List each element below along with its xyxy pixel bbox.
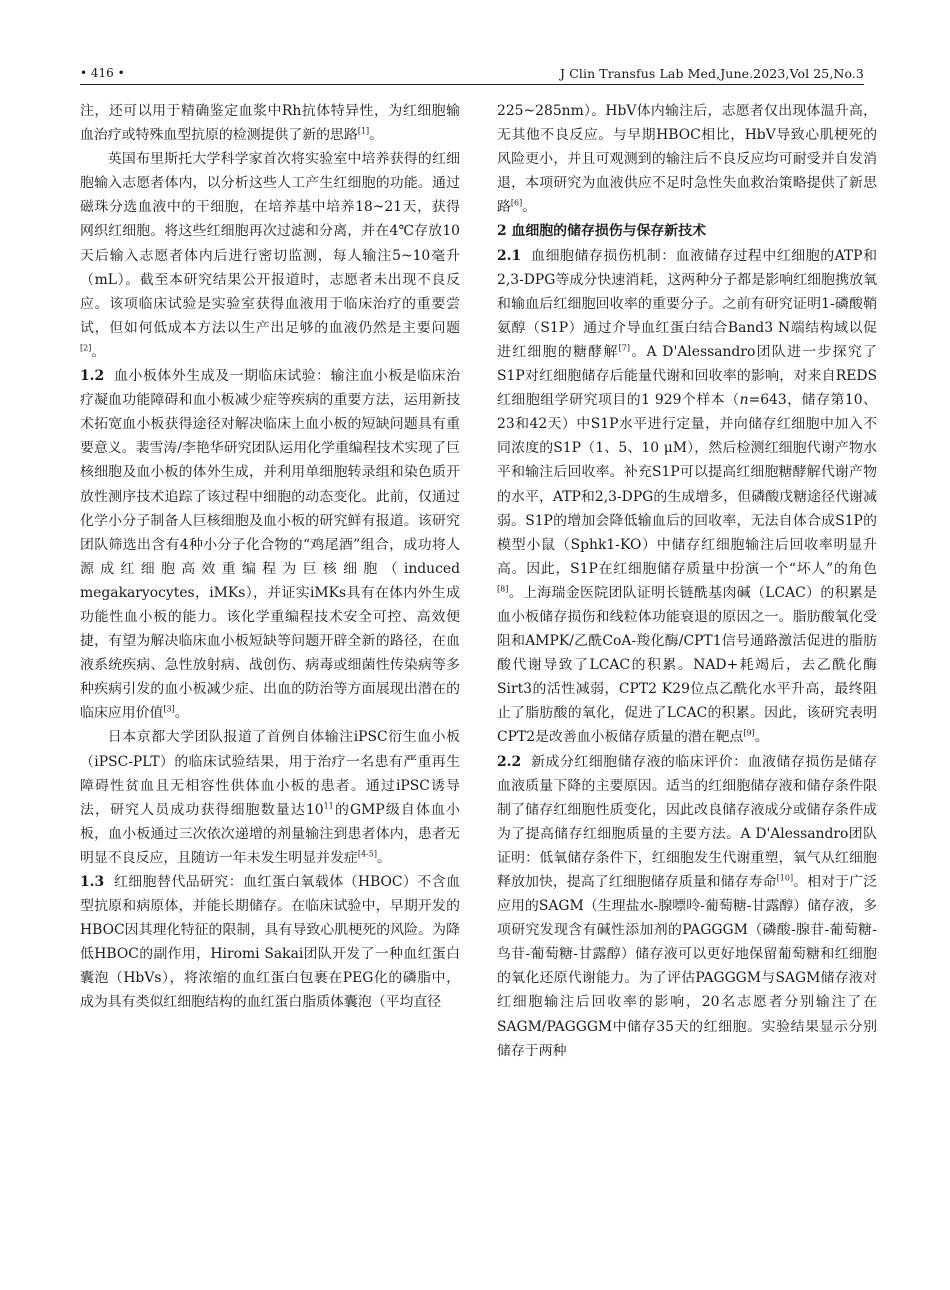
paragraph: 注，还可以用于精确鉴定血浆中Rh抗体特异性，为红细胞输血治疗或特殊血型抗原的检测提供了新的思路[1]。 [80, 103, 460, 144]
paragraph: 英国布里斯托大学科学家首次将实验室中培养获得的红细胞输入志愿者体内，以分析这些人工产生红细胞的功能。通过磁珠分选血液中的干细胞，在培养基中培养18~21天，获得网织红细胞。将这些红细胞再次过滤和分离，并在4℃存放10天后输入志愿者体内后进行密切监测，每人输注5~10毫升（mL）。截至本研究结果公开报道时，志愿者未出现不良反应。该项临床试验是实验室获得血液用于临床治疗的重要尝试，但如何低成本方法以生产出足够的血液仍然是主要问题[2]。 [80, 151, 460, 360]
section-title: 血细胞储存损伤机制： [531, 247, 676, 264]
header-rule [80, 84, 864, 85]
citation: [9] [743, 728, 755, 738]
citation: [4-5] [357, 849, 377, 859]
section-title: 红细胞替代品研究： [113, 874, 244, 890]
section-number: 2.2 [497, 753, 522, 770]
citation: [1] [357, 126, 370, 136]
citation: [3] [163, 704, 175, 714]
citation: [6] [510, 198, 523, 208]
paragraph: 日本京都大学团队报道了首例自体输注iPSC衍生血小板（iPSC-PLT）的临床试验结果，用于治疗一名患有严重再生障碍性贫血且无相容性供体血小板的患者。通过iPSC诱导法，研究人员成功获得细胞数量达10$^{11}$的GMP级自体血小板，血小板通过三次依次递增的剂量输注到患者体内，患者无明显不良反应，且随访一年未发生明显并发症[4-5]。 [80, 729, 460, 866]
section-1-2: 1.2 血小板体外生成及一期临床试验：输注血小板是临床治疗凝血功能障碍和血小板减少症等疾病的重要方法，运用新技术拓宽血小板获得途径对解决临床上血小板的短缺问题具有重要意义。裴雪涛/李艳华研究团队运用化学重编程技术实现了巨核细胞及血小板的体外生成，并利用单细胞转录组和染色质开放性测序技术追踪了该过程中细胞的动态变化。此前，仅通过化学小分子制备人巨核细胞及血小板的研究鲜有报道。该研究团队筛选出含有4种小分子化合物的“鸡尾酒”组合，成功将人源成红细胞高效重编程为巨核细胞（induced megakaryocytes，iMKs），并证实iMKs具有在体内外生成功能性血小板的能力。该化学重编程技术安全可控、高效便捷，有望为解决临床血小板短缺等问题开辟全新的路径，在血液系统疾病、急性放射病、战创伤、病毒或细菌性传染病等多种疾病引发的血小板减少症、出血的防治等方面展现出潜在的临床应用价值[3]。 [80, 368, 460, 722]
section-title: 血小板体外生成及一期临床试验： [114, 368, 331, 385]
section-2-2: 2.2 新成分红细胞储存液的临床评价：血液储存损伤是储存血液质量下降的主要原因。适当的红细胞储存液和储存条件限制了储存红细胞性质变化，因此改良储存液成分或储存条件成为了提高储存红细胞质量的主要方法。A D'Alessandro团队证明：低氧储存条件下，红细胞发生代谢重塑，氧气从红细胞释放加快，提高了红细胞储存质量和储存寿命[10]。相对于广泛应用的SAGM（生理盐水-腺嘌呤-葡萄糖-甘露醇）储存液，多项研究发现含有碱性添加剂的PAGGGM（磷酸-腺苷-葡萄糖-鸟苷-葡萄糖-甘露醇）储存液可以更好地保留葡萄糖和红细胞的氧化还原代谢能力。为了评估PAGGGM与SAGM储存液对红细胞输注后回收率的影响，20名志愿者分别输注了在SAGM/PAGGGM中储存35天的红细胞。实验结果显示分别储存于两种 [497, 753, 877, 1059]
journal-citation: J Clin Transfus Lab Med,June.2023,Vol 25,No.3 [560, 66, 864, 81]
section-title: 新成分红细胞储存液的临床评价： [531, 753, 748, 770]
citation: [2] [80, 343, 92, 353]
citation: [8] [497, 584, 509, 594]
section-number: 2.1 [497, 247, 522, 264]
citation: [10] [776, 873, 794, 883]
section-2-1: 2.1 血细胞储存损伤机制：血液储存过程中红细胞的ATP和2,3-DPG等成分快速消耗，这两种分子都是影响红细胞携放氧和输血后红细胞回收率的重要分子。之前有研究证明1-磷酸鞘氨醇（S1P）通过介导血红蛋白结合Band3 N端结构域以促进红细胞的糖酵解[7]。A D'Alessandro团队进一步探究了S1P对红细胞储存后能量代谢和回收率的影响，对来自REDS红细胞组学研究项目的1 929个样本（n=643，储存第10、23和42天）中S1P水平进行定量，并向储存红细胞中加入不同浓度的S1P（1、5、10 μM），然后检测红细胞代谢产物水平和输注后回收率。补充S1P可以提高红细胞糖酵解代谢产物的水平，ATP和2,3-DPG的生成增多，但磷酸戊糖途径代谢减弱。S1P的增加会降低输血后的回收率，无法自体合成S1P的模型小鼠（Sphk1-KO）中储存红细胞输注后回收率明显升高。因此，S1P在红细胞储存质量中扮演一个“坏人”的角色[8]。上海瑞金医院团队证明长链酰基肉碱（LCAC）的积累是血小板储存损伤和线粒体功能衰退的原因之一。脂肪酸氧化受阻和AMPK/乙酰CoA-羧化酶/CPT1信号通路激活促进的脂肪酸代谢导致了LCAC的积累。NAD+耗竭后，去乙酰化酶Sirt3的活性减弱，CPT2 K29位点乙酰化水平升高，最终阻止了脂肪酸的氧化，促进了LCAC的积累。因此，该研究表明CPT2是改善血小板储存质量的潜在靶点[9]。 [497, 247, 877, 746]
variable-n: n [739, 392, 749, 409]
section-number: 1.3 [80, 874, 105, 890]
right-column [497, 99, 877, 1264]
section-number: 1.2 [80, 368, 105, 385]
section-1-3: 1.3 红细胞替代品研究：血红蛋白氧载体（HBOC）不含血型抗原和病原体，并能长期储存。在临床试验中，早期开发的HBOC因其理化特征的限制，具有导致心肌梗死的风险。为降低HBOC的副作用，Hiromi Sakai团队开发了一种血红蛋白囊泡（HbVs），将浓缩的血红蛋白包裹在PEG化的磷脂中，成为具有类似红细胞结构的血红蛋白脂质体囊泡（平均直径 [80, 874, 460, 1011]
left-column [80, 99, 460, 1264]
superscript: 11 [323, 801, 334, 811]
section-2-heading: 2 血细胞的储存损伤与保存新技术 [497, 223, 706, 240]
citation: [7] [618, 343, 631, 353]
paragraph: 225~285nm）。HbV体内输注后，志愿者仅出现体温升高，无其他不良反应。与早期HBOC相比，HbV导致心肌梗死的风险更小，并且可观测到的输注后不良反应均可耐受并自发消退，本项研究为血液供应不足时急性失血救治策略提供了新思路[6]。 [497, 103, 877, 216]
running-header [80, 66, 864, 82]
page-number: • 416 • [80, 66, 125, 80]
